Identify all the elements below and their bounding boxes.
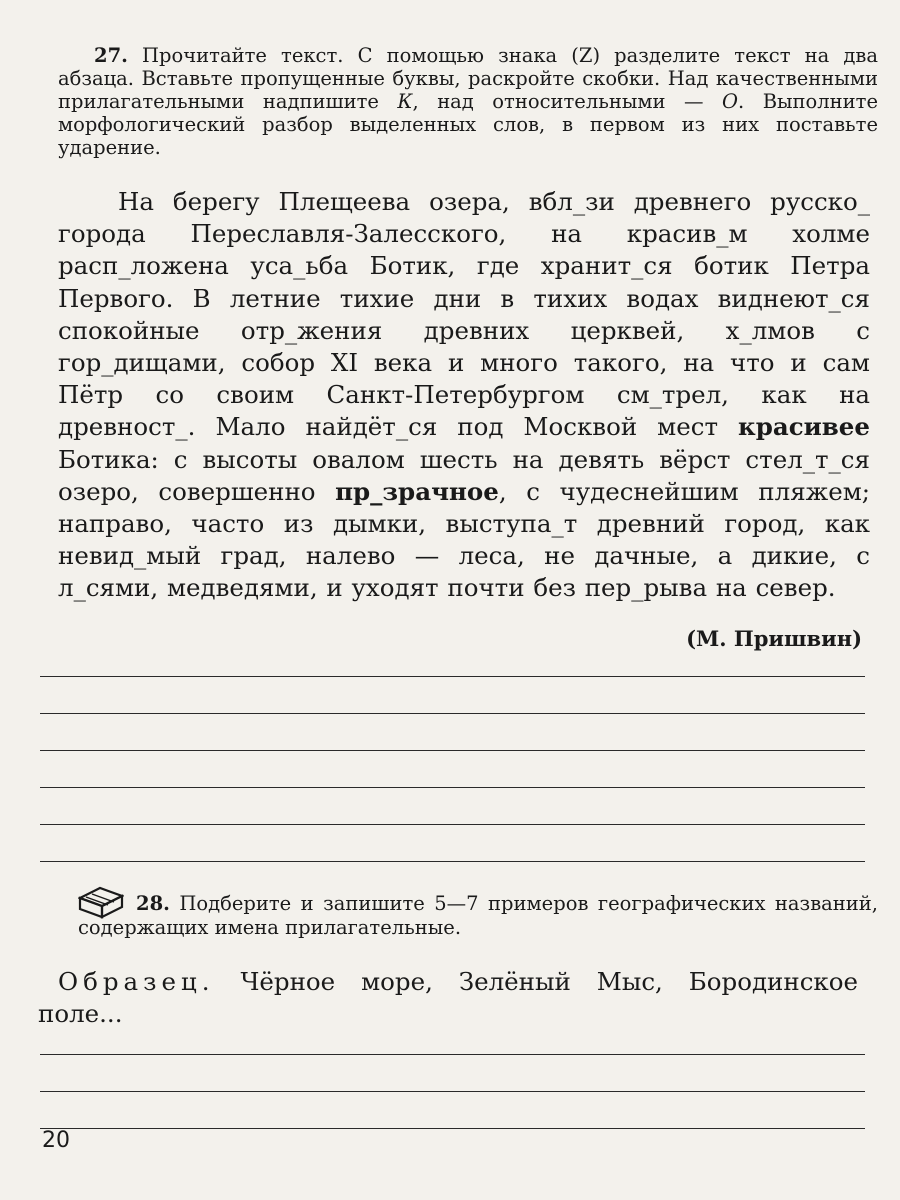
answer-line[interactable] xyxy=(40,787,865,788)
task-27-instructions xyxy=(58,44,878,159)
sample-label: Образец. xyxy=(58,967,215,996)
task-28-number: 28. xyxy=(136,892,170,915)
answer-line[interactable] xyxy=(40,676,865,677)
page-number: 20 xyxy=(42,1128,70,1153)
answer-line[interactable] xyxy=(40,1091,865,1092)
sample-text: Чёрное море, Зелёный Мыс, Бородинское поле... xyxy=(38,967,858,1028)
task-28-text: Подберите и запишите 5—7 примеров географических названий, содержащих имена прилагательные. xyxy=(78,892,878,939)
task-27-number: 27. xyxy=(94,44,128,67)
answer-line[interactable] xyxy=(40,1054,865,1055)
highlighted-word-prozrachnoe: пр_зрачное xyxy=(335,476,499,506)
answer-line[interactable] xyxy=(40,713,865,714)
task-28-instructions xyxy=(78,892,878,940)
task-27-letter-o: О xyxy=(722,90,738,113)
task-27-text-3: . Выполните морфологический разбор выделенных слов, в первом из них поставьте ударение. xyxy=(58,90,878,159)
passage-part-1: На берегу Плещеева озера, вбл_зи древнего русско_ города Переславля-Залесского, на красив_м холме расп_ложена уса_ьба Ботик, где хранит_ся ботик Петра Первого. В летние тихие дни в тихих водах виднеют_ся спокойные отр_жения древних церквей, х_лмов с гор_дищами, собор XI века и много такого, на что и сам Пётр со своим Санкт-Петербургом см_трел, как на древност_. Мало найдёт_ся под Москвой мест xyxy=(58,187,870,442)
answer-line[interactable] xyxy=(40,861,865,862)
highlighted-word-krasivee: красивее xyxy=(738,412,870,442)
passage-author: (М. Пришвин) xyxy=(686,626,862,651)
task-27-text-1: Прочитайте текст. С помощью знака (Z) разделите текст на два абзаца. Вставьте пропущенные буквы, раскройте скобки. Над качественными прилагательными надпишите xyxy=(58,44,878,113)
passage-part-3: , с чудеснейшим пляжем; направо, часто из дымки, выступа_т древний город, как невид_мый град, налево — леса, не дачные, а дикие, с л_сями, медведями, и уходят почти без пер_рыва на север. xyxy=(58,476,871,603)
exercise-passage xyxy=(58,186,870,605)
answer-line[interactable] xyxy=(40,750,865,751)
answer-line[interactable] xyxy=(40,824,865,825)
answer-line[interactable] xyxy=(40,1128,865,1129)
task-27-text-2: , над относительными — xyxy=(412,90,722,113)
task-27-letter-k: К xyxy=(397,90,413,113)
passage-part-2: Ботика: с высоты овалом шесть на девять вёрст стел_т_ся озеро, совершенно xyxy=(58,444,870,506)
sample-answer xyxy=(38,966,858,1030)
